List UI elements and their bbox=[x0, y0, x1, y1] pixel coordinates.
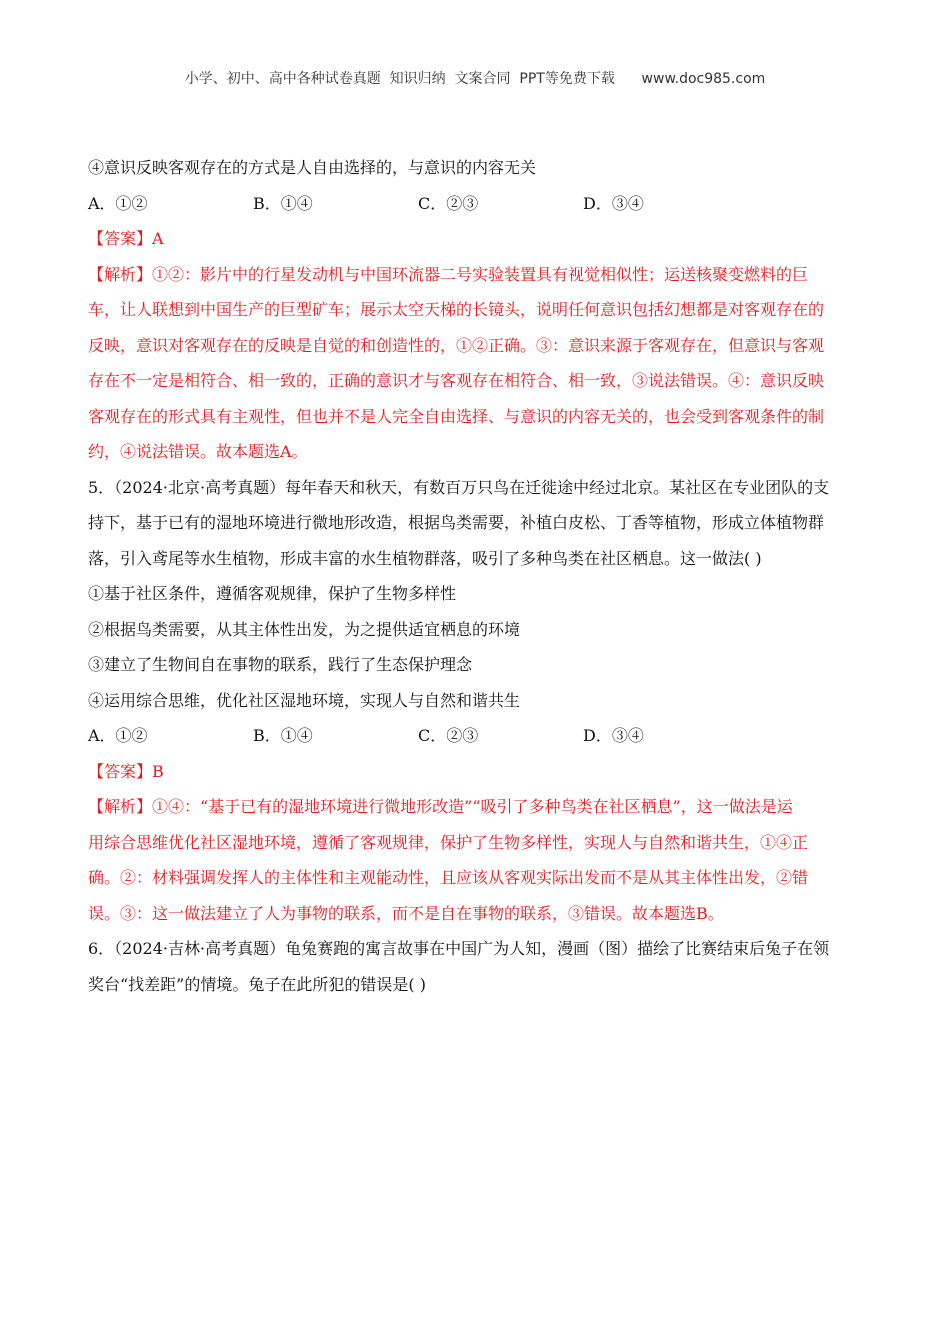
q5-option-c: C．②③ bbox=[418, 726, 479, 745]
q4-analysis-line: 【解析】①②：影片中的行星发动机与中国环流器二号实验装置具有视觉相似性；运送核聚变燃料的巨 bbox=[88, 264, 809, 284]
header-text: 小学、初中、高中各种试卷真题 知识归纳 文案合同 PPT等免费下载 bbox=[184, 71, 615, 87]
q5-item-1: ①基于社区条件，遵循客观规律，保护了生物多样性 bbox=[88, 584, 457, 603]
q5-answer-label: 【答案】 bbox=[88, 761, 153, 781]
q5-item-4: ④运用综合思维，优化社区湿地环境，实现人与自然和谐共生 bbox=[88, 690, 521, 710]
q6-stem-line: 6．（2024·吉林·高考真题）龟兔赛跑的寓言故事在中国广为人知，漫画（图）描绘了比赛结束后兔子在领 bbox=[88, 939, 830, 958]
q4-answer bbox=[88, 221, 868, 257]
q5-analysis-line: 确。②：材料强调发挥人的主体性和主观能动性，且应该从客观实际出发而不是从其主体性出发，②错 bbox=[88, 868, 809, 887]
q5-options bbox=[88, 718, 868, 754]
q5-analysis-line: 【解析】①④：“基于已有的湿地环境进行微地形改造”“吸引了多种鸟类在社区栖息”，这一做法是运 bbox=[88, 797, 793, 816]
header-url[interactable]: www.doc985.com bbox=[641, 71, 766, 87]
q5-item-3: ③建立了生物间自在事物的联系，践行了生态保护理念 bbox=[88, 655, 473, 674]
q4-option-c: C．②③ bbox=[418, 193, 479, 213]
q4-options bbox=[88, 186, 868, 222]
q4-analysis-line: 车，让人联想到中国生产的巨型矿车；展示太空天梯的长镜头，说明任何意识包括幻想都是对客观存在的 bbox=[88, 300, 825, 319]
q4-analysis-line: 客观存在的形式具有主观性，但也并不是人完全自由选择、与意识的内容无关的，也会受到客观条件的制 bbox=[88, 406, 825, 426]
q4-option-b: B．①④ bbox=[253, 193, 313, 213]
q5-answer-value: B bbox=[152, 761, 164, 781]
q5-option-b: B．①④ bbox=[253, 726, 313, 745]
q4-analysis-line: 反映，意识对客观存在的反映是自觉的和创造性的，①②正确。③：意识来源于客观存在，但意识与客观 bbox=[88, 335, 825, 355]
q4-answer-label: 【答案】 bbox=[88, 229, 153, 248]
q5-stem-line: 持下，基于已有的湿地环境进行微地形改造，根据鸟类需要，补植白皮松、丁香等植物，形成立体植物群 bbox=[88, 513, 825, 532]
q5-option-d: D．③④ bbox=[583, 726, 644, 745]
q4-option-a: A．①② bbox=[88, 193, 148, 213]
q4-analysis-line: 存在不一定是相符合、相一致的，正确的意识才与客观存在相符合、相一致，③说法错误。④：意识反映 bbox=[88, 371, 825, 390]
q5-stem-line: 落，引入鸢尾等水生植物，形成丰富的水生植物群落，吸引了多种鸟类在社区栖息。这一做法( ) bbox=[88, 548, 762, 568]
q4-answer-value: A bbox=[152, 229, 164, 248]
document-body bbox=[88, 150, 868, 1002]
q5-stem-line: 5．（2024·北京·高考真题）每年春天和秋天，有数百万只鸟在迁徙途中经过北京。某社区在专业团队的支 bbox=[88, 477, 830, 497]
q4-analysis-line: 约，④说法错误。故本题选A。 bbox=[88, 442, 308, 461]
q5-answer bbox=[88, 754, 868, 790]
q4-option-d: D．③④ bbox=[583, 193, 644, 213]
q5-item-2: ②根据鸟类需要，从其主体性出发，为之提供适宜栖息的环境 bbox=[88, 619, 521, 639]
q4-item-4: ④意识反映客观存在的方式是人自由选择的，与意识的内容无关 bbox=[88, 158, 537, 177]
q5-analysis-line: 误。③：这一做法建立了人为事物的联系，而不是自在事物的联系，③错误。故本题选B。 bbox=[88, 903, 724, 923]
q6-stem-line: 奖台“找差距”的情境。兔子在此所犯的错误是( ) bbox=[88, 974, 426, 994]
q5-analysis-line: 用综合思维优化社区湿地环境，遵循了客观规律，保护了生物多样性，实现人与自然和谐共生，①④正 bbox=[88, 832, 809, 852]
page-header bbox=[0, 68, 950, 88]
q5-option-a: A．①② bbox=[88, 726, 148, 745]
